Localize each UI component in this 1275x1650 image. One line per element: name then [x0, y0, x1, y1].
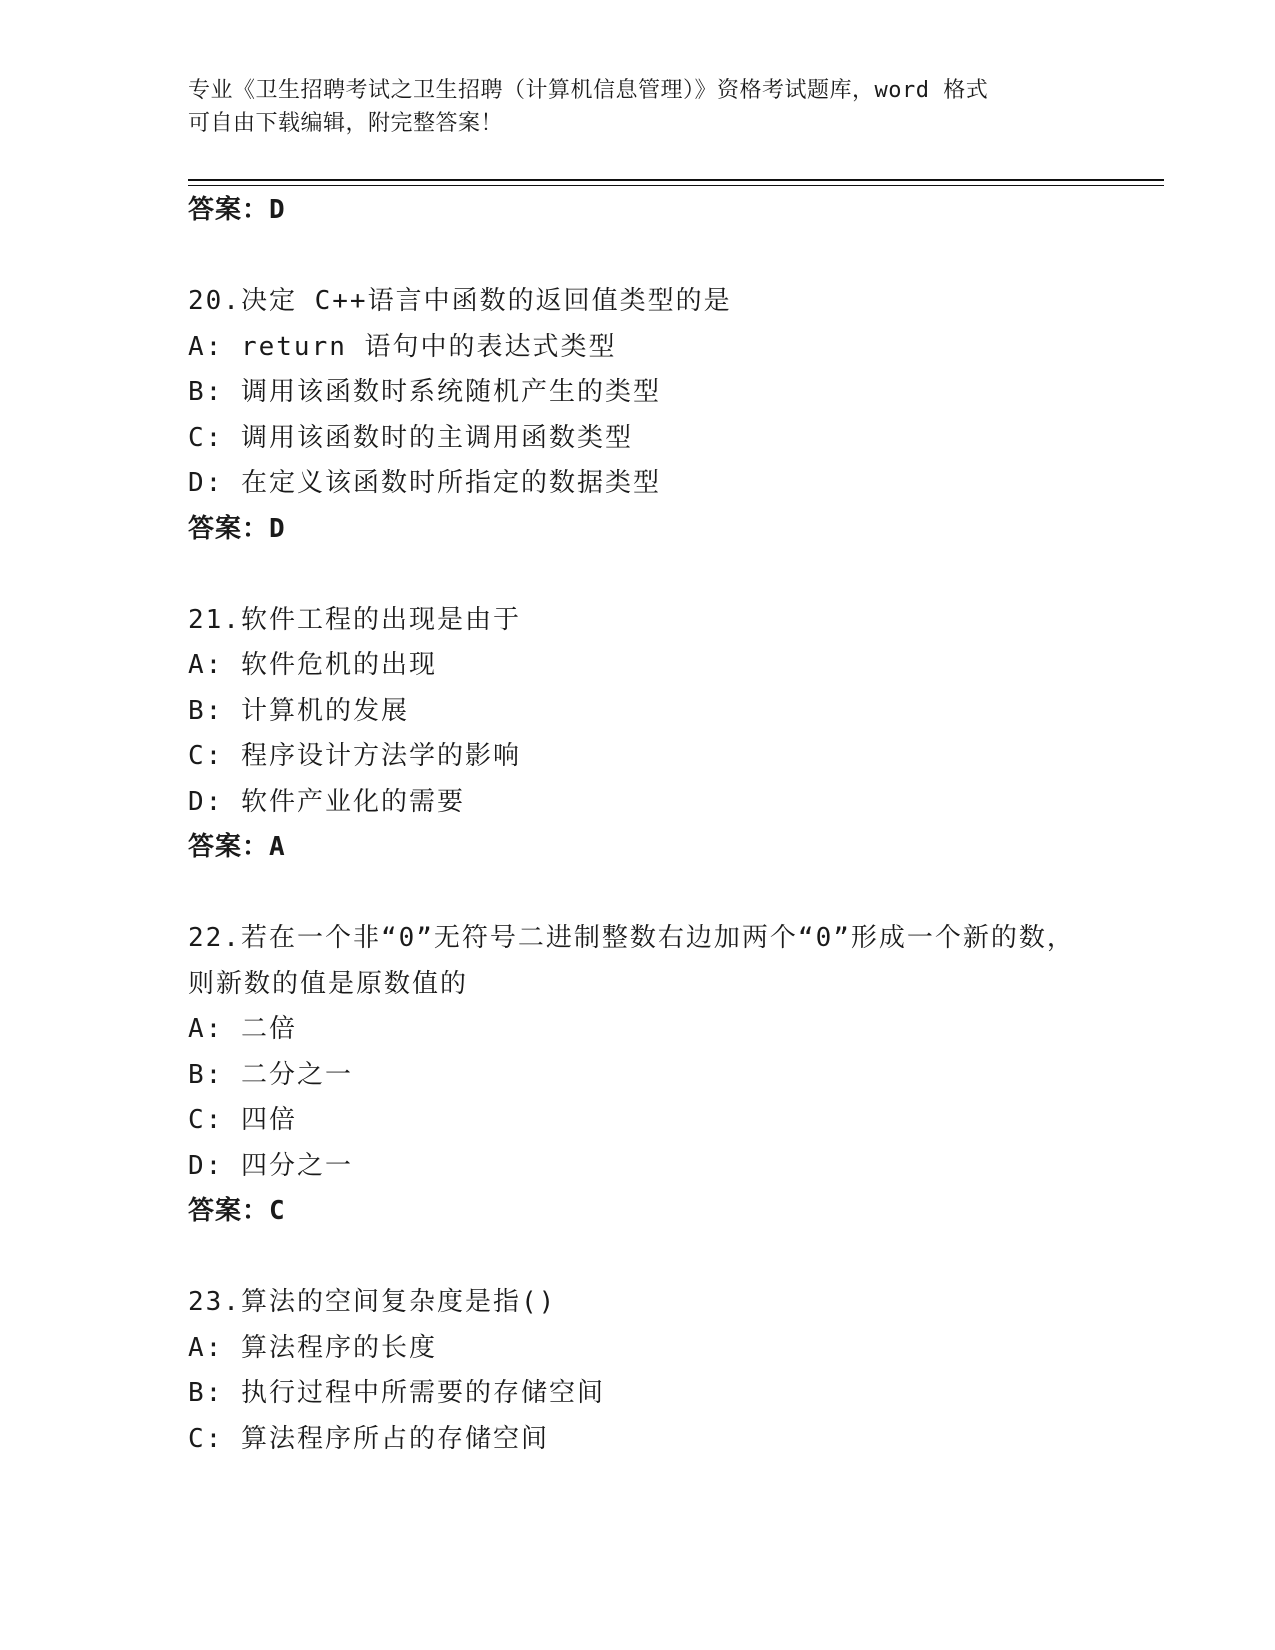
spacer	[188, 234, 1088, 280]
question-block	[188, 598, 1088, 871]
spacer	[188, 552, 1088, 598]
spacer	[188, 871, 1088, 917]
option-c: C: 程序设计方法学的影响	[188, 741, 521, 771]
option-b: B: 二分之一	[188, 1059, 353, 1090]
answer-label: 答案：D	[188, 513, 286, 544]
option-d: D: 在定义该函数时所指定的数据类型	[188, 468, 661, 498]
question-stem: 22.若在一个非“0”无符号二进制整数右边加两个“0”形成一个新的数，则新数的值是原数值的	[188, 923, 1075, 999]
option-b: B: 计算机的发展	[188, 695, 409, 726]
header-rule-thin	[188, 185, 1164, 186]
option-a: A: 二倍	[188, 1014, 297, 1044]
answer-label: 答案：A	[188, 832, 286, 862]
question-block	[188, 279, 1088, 552]
answer-label: 答案：C	[188, 1196, 286, 1226]
option-b: B: 执行过程中所需要的存储空间	[188, 1378, 605, 1408]
spacer	[188, 1235, 1088, 1281]
header-line-2: 可自由下载编辑，附完整答案！	[188, 111, 504, 136]
option-a: A: return 语句中的表达式类型	[188, 331, 617, 362]
option-d: D: 四分之一	[188, 1150, 353, 1181]
question-block	[188, 916, 1088, 1235]
document-header	[188, 74, 1068, 140]
option-c: C: 算法程序所占的存储空间	[188, 1423, 549, 1454]
question-block	[188, 1280, 1088, 1462]
option-c: C: 四倍	[188, 1105, 297, 1135]
header-line-1: 专业《卫生招聘考试之卫生招聘（计算机信息管理）》资格考试题库，word 格式	[188, 78, 989, 103]
question-stem: 21.软件工程的出现是由于	[188, 604, 521, 635]
option-a: A: 算法程序的长度	[188, 1332, 437, 1363]
option-b: B: 调用该函数时系统随机产生的类型	[188, 377, 661, 407]
question-content	[188, 188, 1088, 1462]
header-rule-thick	[188, 179, 1164, 181]
option-d: D: 软件产业化的需要	[188, 786, 465, 817]
question-stem: 20.决定 C++语言中函数的返回值类型的是	[188, 286, 732, 316]
answer-label: 答案：D	[188, 195, 286, 225]
question-stem: 23.算法的空间复杂度是指()	[188, 1287, 557, 1317]
option-c: C: 调用该函数时的主调用函数类型	[188, 422, 633, 453]
option-a: A: 软件危机的出现	[188, 650, 437, 680]
